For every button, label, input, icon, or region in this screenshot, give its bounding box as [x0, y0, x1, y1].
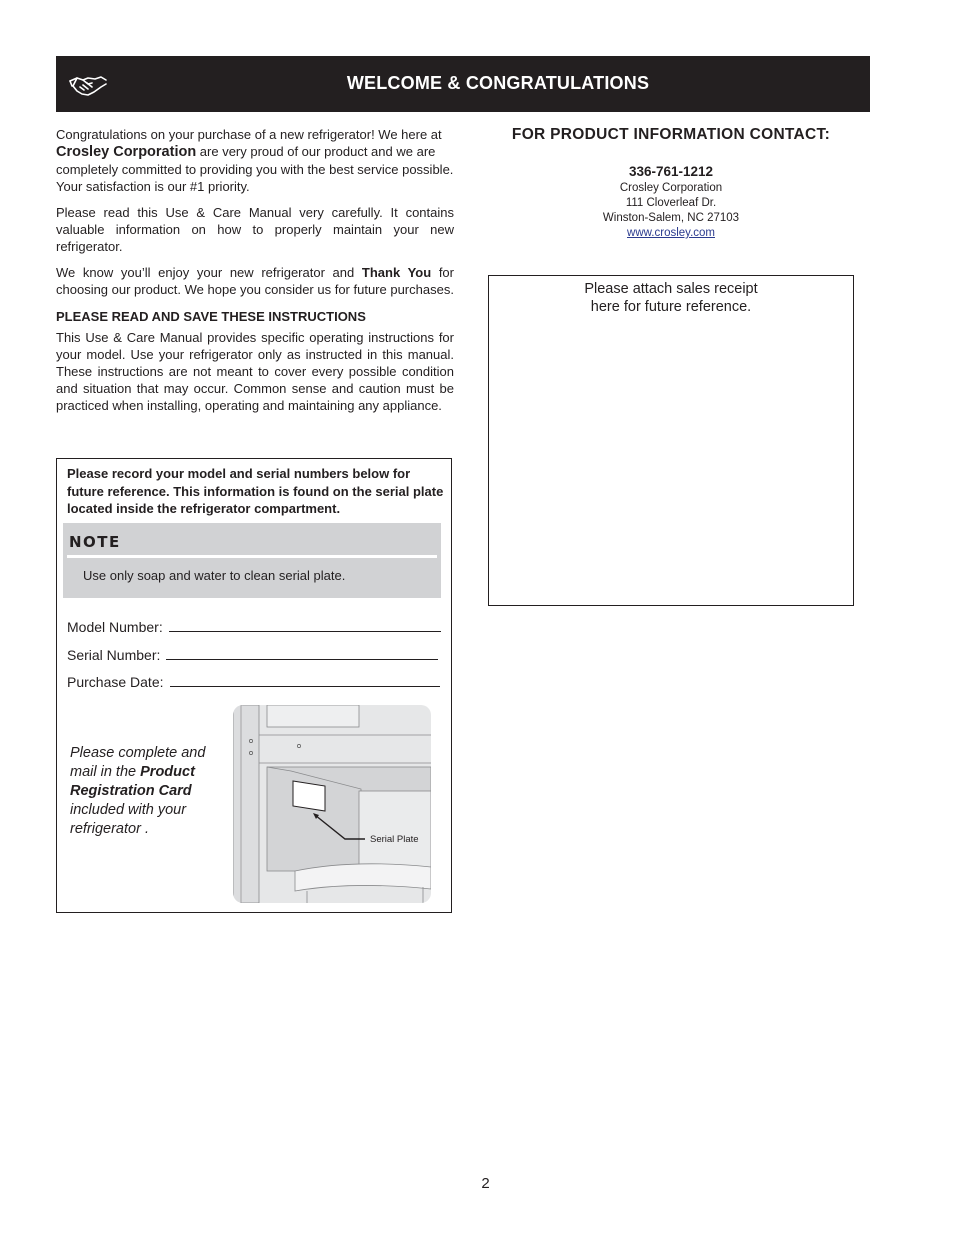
record-numbers-box [56, 458, 452, 913]
serial-number-label: Serial Number: [67, 647, 161, 663]
receipt-line-2: here for future reference. [590, 299, 752, 315]
instructions-heading: PLEASE READ AND SAVE THESE INSTRUCTIONS [56, 309, 366, 324]
contact-column [488, 126, 854, 241]
website-link[interactable]: www.crosley.com [627, 227, 715, 239]
brand-name: Crosley Corporation [56, 144, 197, 160]
model-number-line[interactable] [169, 630, 441, 632]
record-intro: Please record your model and serial numbers below for future reference. This information is found on the serial plate located inside the refrigerator compartment. [67, 466, 444, 516]
serial-plate-illustration [233, 705, 431, 903]
page-title: WELCOME & CONGRATULATIONS [346, 73, 650, 93]
intro-paragraph-1: Congratulations on your purchase of a new refrigerator! We here at Crosley Corporation are very proud of our product and we are completely committed to providing you with the best service possible. Your satisfaction is our #1 priority. [56, 127, 454, 194]
sales-receipt-box [488, 275, 854, 606]
intro-column [56, 126, 454, 423]
serial-number-line[interactable] [166, 658, 438, 660]
contact-city: Winston-Salem, NC 27103 [602, 212, 740, 224]
note-divider [67, 555, 437, 558]
serial-number-field[interactable] [67, 647, 438, 663]
intro-paragraph-3: We know you’ll enjoy your new refrigerator and Thank You for choosing our product. We hope you consider us for future purchases. [56, 265, 454, 297]
receipt-line-1: Please attach sales receipt [584, 281, 758, 297]
page-number: 2 [481, 1175, 490, 1192]
note-box [63, 523, 441, 598]
instructions-paragraph: This Use & Care Manual provides specific operating instructions for your model. Use your refrigerator only as instructed in this manual. These instructions are not meant to cover every possible condition and situation that may occur. Common sense and caution must be practiced when installing, operating and maintaining any appliance. [56, 330, 454, 413]
serial-plate-callout: Serial Plate [370, 834, 419, 845]
purchase-date-line[interactable] [170, 685, 440, 687]
model-number-field[interactable] [67, 619, 441, 635]
note-text: Use only soap and water to clean serial plate. [83, 568, 346, 583]
purchase-date-label: Purchase Date: [67, 674, 164, 690]
contact-phone: 336-761-1212 [628, 164, 714, 179]
model-number-label: Model Number: [67, 619, 163, 635]
contact-heading: FOR PRODUCT INFORMATION CONTACT: [511, 126, 831, 143]
intro-paragraph-2: Please read this Use & Care Manual very carefully. It contains valuable information on how to properly maintain your new refrigerator. [56, 205, 454, 254]
section-header [56, 56, 870, 112]
contact-company: Crosley Corporation [619, 182, 723, 194]
contact-street: 111 Cloverleaf Dr. [625, 197, 717, 209]
note-label: NOTE [69, 533, 121, 551]
registration-card-note: Please complete and mail in the Product Registration Card included with your refrigerator . [70, 745, 206, 837]
contact-details [488, 164, 854, 241]
purchase-date-field[interactable] [67, 674, 440, 690]
